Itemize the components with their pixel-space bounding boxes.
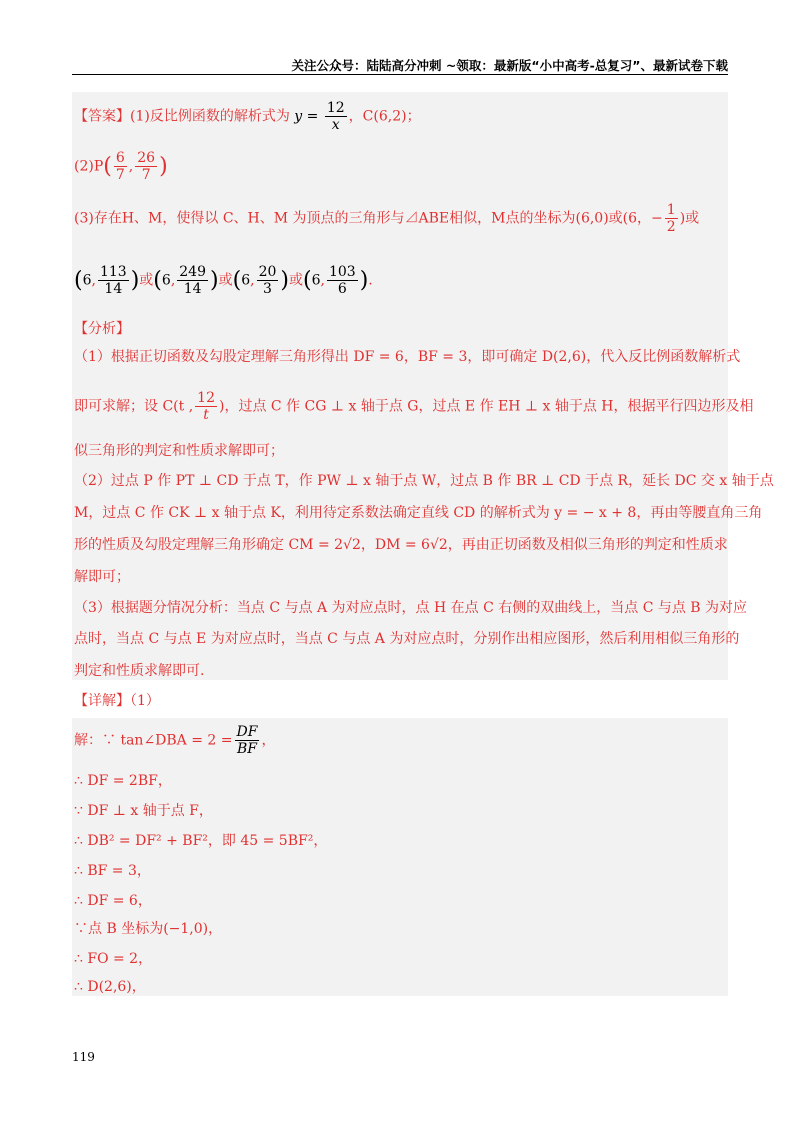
detail-step: 解：∵ tan∠DBA = 2 = $\frac{DF}{BF}$ ， — [74, 724, 276, 757]
detail-tag: 【详解】 — [74, 693, 130, 709]
analysis-line: 似三角形的判定和性质求解即可； — [74, 443, 284, 459]
fraction: $\frac{12}{t}$ — [197, 390, 215, 423]
analysis-line: 判定和性质求解即可. — [74, 663, 205, 679]
answer-line-4: (6, $\frac{113}{14}$ )或(6, $\frac{249}{14}$ )或(6, $\frac{20}{3}$ )或(6, $\frac{103}{6}$ ). — [74, 264, 373, 297]
detail-step: ∴ FO = 2， — [74, 951, 153, 967]
detail-step: ∴ DF = 6， — [74, 893, 152, 909]
fraction: $\frac{103}{6}$ — [328, 264, 356, 297]
answer-tag: 【答案】 — [74, 108, 130, 125]
analysis-line: 即可求解；设 C(t , $\frac{12}{t}$ )，过点 C 作 CG ⊥ x 轴于点 G，过点 E 作 EH ⊥ x 轴于点 H，根据平行四边形及相 — [74, 390, 754, 423]
analysis-line: 点时，当点 C 与点 E 为对应点时，当点 C 与点 A 为对应点时，分别作出相应图形，然后利用相似三角形的 — [74, 631, 740, 647]
analysis-line: M，过点 C 作 CK ⊥ x 轴于点 K，利用待定系数法确定直线 CD 的解析式为 y = − x + 8，再由等腰直角三角 — [74, 505, 763, 521]
analysis-line: （2）过点 P 作 PT ⊥ CD 于点 T，作 PW ⊥ x 轴于点 W，过点 B 作 BR ⊥ CD 于点 R，延长 DC 交 x 轴于点 — [74, 473, 774, 489]
analysis-line: 解即可； — [74, 569, 130, 585]
answer-line-3: (3)存在H、M，使得以 C、H、M 为顶点的三角形与⊿ABE相似，M点的坐标为(6,0)或(6，− $\frac{1}{2}$ )或 — [74, 202, 700, 235]
analysis-line: （1）根据正切函数及勾股定理解三角形得出 DF = 6，BF = 3，即可确定 D(2,6)，代入反比例函数解析式 — [74, 349, 741, 365]
analysis-tag: 【分析】 — [74, 321, 130, 337]
analysis-line: 形的性质及勾股定理解三角形确定 CM = 2√2，DM = 6√2，再由正切函数及相似三角形的判定和性质求 — [74, 537, 728, 553]
fraction: $\frac{DF}{BF}$ — [236, 724, 258, 757]
fraction: $\frac{12}{x}$ — [326, 100, 345, 133]
fraction: $\frac{113}{14}$ — [99, 264, 127, 297]
detail-step: ∴ BF = 3， — [74, 863, 151, 879]
fraction: $\frac{26}{7}$ — [137, 150, 156, 183]
fraction: $\frac{1}{2}$ — [666, 202, 676, 235]
answer-line-1: 【答案】(1)反比例函数的解析式为 y = $\frac{12}{x}$ ，C(6,2)； — [74, 100, 421, 133]
detail-heading: 【详解】（1） — [74, 693, 160, 709]
fraction: $\frac{6}{7}$ — [115, 150, 125, 183]
header-rule — [72, 74, 728, 75]
detail-step: ∵点 B 坐标为(−1,0)， — [74, 921, 223, 937]
detail-step: ∴ D(2,6)， — [74, 979, 146, 995]
page-header: 关注公众号：陆陆高分冲刺 ~领取：最新版“小中高考-总复习”、最新试卷下载 — [291, 58, 728, 73]
detail-step: ∴ DF = 2BF， — [74, 773, 172, 789]
detail-step: ∴ DB² = DF² + BF²，即 45 = 5BF²， — [74, 833, 328, 849]
answer-line-2: (2)P( $\frac{6}{7}$ , $\frac{26}{7}$ ) — [74, 150, 168, 183]
detail-step: ∵ DF ⊥ x 轴于点 F， — [74, 803, 213, 819]
page-number: 119 — [72, 1050, 95, 1064]
analysis-line: （3）根据题分情况分析：当点 C 与点 A 为对应点时，点 H 在点 C 右侧的双曲线上，当点 C 与点 B 为对应 — [74, 600, 748, 616]
fraction: $\frac{20}{3}$ — [258, 264, 277, 297]
fraction: $\frac{249}{14}$ — [179, 264, 206, 297]
